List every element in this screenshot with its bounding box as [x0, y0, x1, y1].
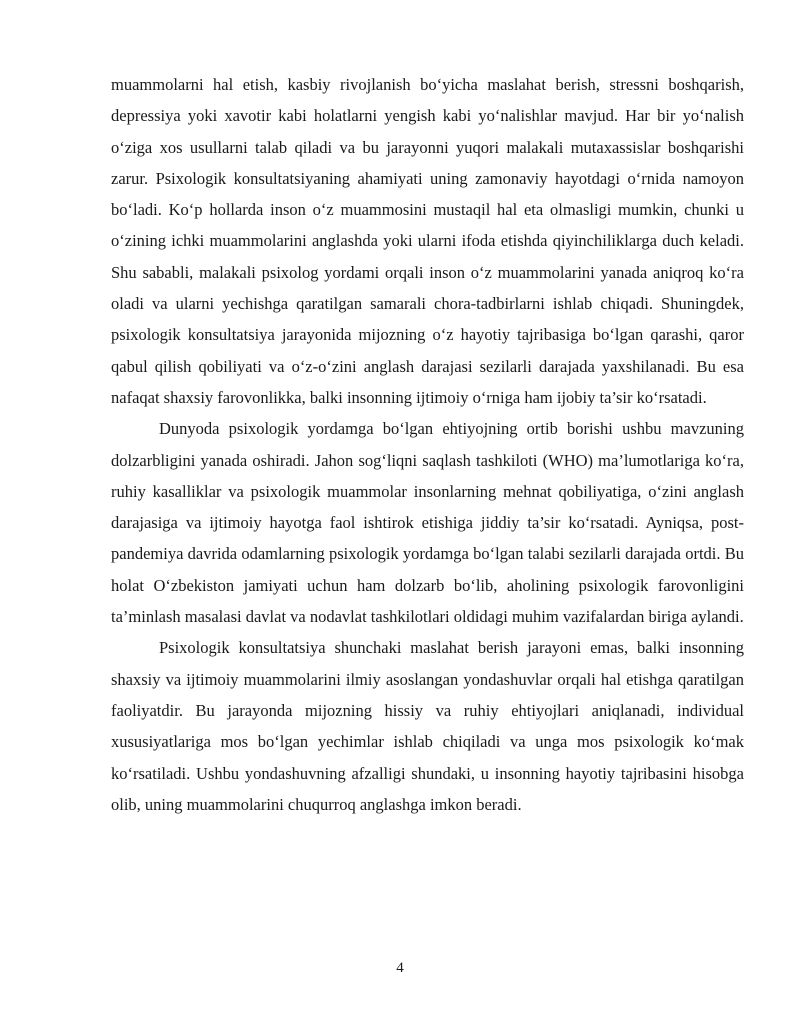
paragraph-continuation: muammolarni hal etish, kasbiy rivojlanish bo‘yicha maslahat berish, stressni boshqarish, depressiya yoki xavotir kabi holatlarni yengish kabi yo‘nalishlar mavjud. Har bir yo‘nalish o‘ziga xos usullarni talab qiladi va bu jarayonni yuqori malakali mutaxassislar boshqarishi zarur. Psixologik konsultatsiyaning ahamiyati uning zamonaviy hayotdagi o‘rnida namoyon bo‘ladi. Ko‘p hollarda inson o‘z muammosini mustaqil hal eta olmasligi mumkin, chunki u o‘zining ichki muammolarini anglashda yoki ularni ifoda etishda qiyinchiliklarga duch keladi. Shu sababli, malakali psixolog yordami orqali inson o‘z muammolarini yanada aniqroq ko‘ra oladi va ularni yechishga qaratilgan samarali chora-tadbirlarni ishlab chiqadi. Shuningdek, psixologik konsultatsiya jarayonida mijozning o‘z hayotiy tajribasiga bo‘lgan qarashi, qaror qabul qilish qobiliyati va o‘z-o‘zini anglash darajasi sezilarli darajada yaxshilanadi. Bu esa nafaqat shaxsiy farovonlikka, balki insonning ijtimoiy o‘rniga ham ijobiy ta’sir ko‘rsatadi.	[111, 75, 744, 407]
body-text	[111, 69, 744, 820]
paragraph-demand-for-psychological-help: Dunyoda psixologik yordamga bo‘lgan ehtiyojning ortib borishi ushbu mavzuning dolzarbligini yanada oshiradi. Jahon sog‘liqni saqlash tashkiloti (WHO) ma’lumotlariga ko‘ra, ruhiy kasalliklar va psixologik muammolar insonlarning mehnat qobiliyatiga, o‘zini anglash darajasiga va ijtimoiy hayotga faol ishtirok etishiga jiddiy ta’sir ko‘rsatadi. Ayniqsa, post-pandemiya davrida odamlarning psixologik yordamga bo‘lgan talabi sezilarli darajada ortdi. Bu holat O‘zbekiston jamiyati uchun ham dolzarb bo‘lib, aholining psixologik farovonligini ta’minlash masalasi davlat va nodavlat tashkilotlari oldidagi muhim vazifalardan biriga aylandi.	[111, 419, 744, 627]
paragraph-consultation-definition: Psixologik konsultatsiya shunchaki maslahat berish jarayoni emas, balki insonning shaxsiy va ijtimoiy muammolarini ilmiy asoslangan yondashuvlar orqali hal etishga qaratilgan faoliyatdir. Bu jarayonda mijozning hissiy va ruhiy ehtiyojlari aniqlanadi, individual xususiyatlariga mos bo‘lgan yechimlar ishlab chiqiladi va unga mos psixologik ko‘mak ko‘rsatiladi. Ushbu yondashuvning afzalligi shundaki, u insonning hayotiy tajribasini hisobga olib, uning muammolarini chuqurroq anglashga imkon beradi.	[111, 638, 744, 814]
page-number: 4	[396, 960, 404, 976]
